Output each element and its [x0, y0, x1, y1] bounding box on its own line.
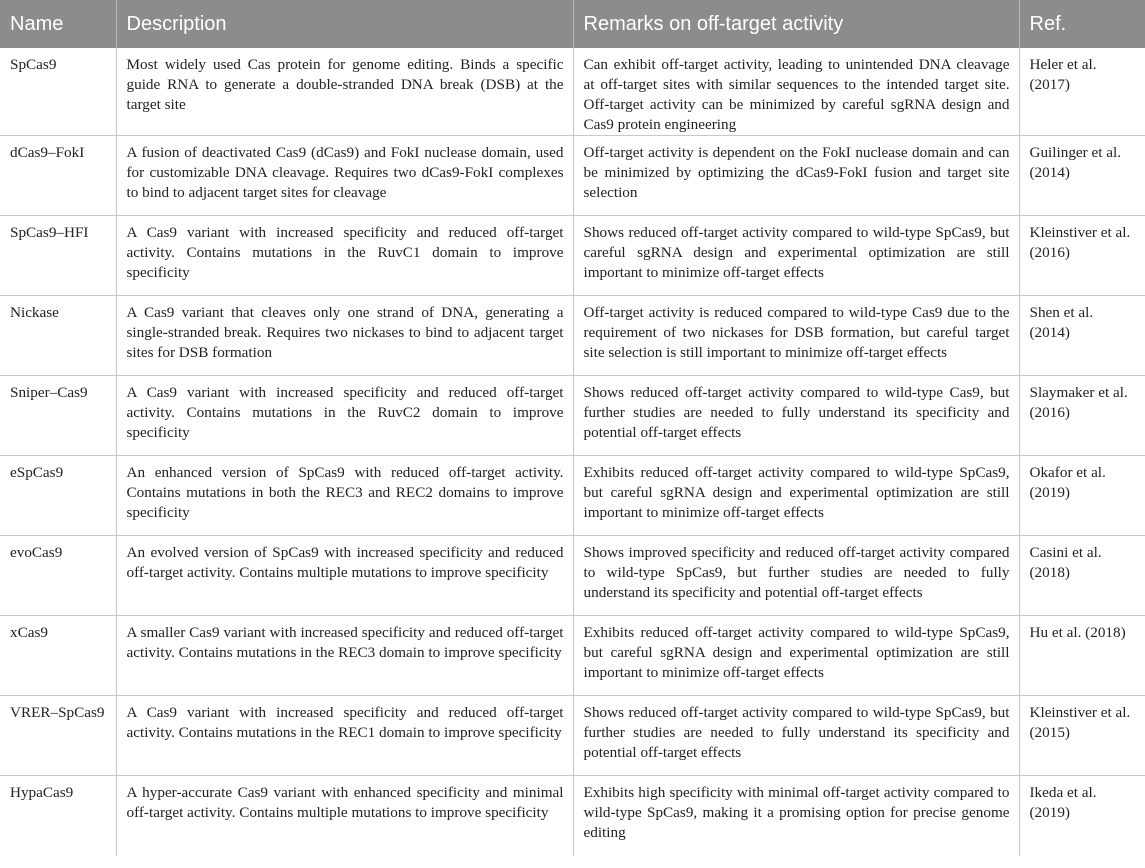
cell-ref: Guilinger et al. (2014)	[1019, 136, 1145, 216]
cell-remarks: Shows improved specificity and reduced off-target activity compared to wild-type SpCas9, but further studies are needed to fully understand its specificity and potential off-target effects	[573, 536, 1019, 616]
cell-remarks: Shows reduced off-target activity compared to wild-type Cas9, but further studies are needed to fully understand its specificity and potential off-target effects	[573, 376, 1019, 456]
table-row	[0, 536, 1145, 616]
table-row	[0, 776, 1145, 856]
header-name: Name	[0, 0, 116, 48]
table-row	[0, 136, 1145, 216]
cell-name: SpCas9–HFI	[0, 216, 116, 296]
table-row	[0, 376, 1145, 456]
header-description: Description	[116, 0, 573, 48]
table-row	[0, 456, 1145, 536]
table-row	[0, 296, 1145, 376]
cell-ref: Kleinstiver et al. (2016)	[1019, 216, 1145, 296]
table-body	[0, 48, 1145, 856]
cell-name: HypaCas9	[0, 776, 116, 856]
table-row	[0, 216, 1145, 296]
cell-name: eSpCas9	[0, 456, 116, 536]
table-row	[0, 616, 1145, 696]
cell-name: SpCas9	[0, 48, 116, 136]
cell-description: An enhanced version of SpCas9 with reduced off-target activity. Contains mutations in both the REC3 and REC2 domains to improve specificity	[116, 456, 573, 536]
cell-ref: Ikeda et al. (2019)	[1029, 784, 1097, 821]
cell-remarks: Shows reduced off-target activity compared to wild-type SpCas9, but further studies are needed to fully understand its specificity and potential off-target effects	[573, 696, 1019, 776]
cell-description: A Cas9 variant that cleaves only one strand of DNA, generating a single-stranded break. Requires two nickases to bind to adjacent target sites for DSB formation	[116, 296, 573, 376]
cell-description: A hyper-accurate Cas9 variant with enhanced specificity and minimal off-target activity. Contains multiple mutations to improve specificity	[116, 776, 573, 856]
cell-name: evoCas9	[0, 536, 116, 616]
cell-name: Sniper–Cas9	[0, 376, 116, 456]
cell-ref: Heler et al. (2017)	[1019, 48, 1145, 136]
cell-description: A Cas9 variant with increased specificity and reduced off-target activity. Contains mutations in the REC1 domain to improve specificity	[116, 696, 573, 776]
cell-name: VRER–SpCas9	[0, 696, 116, 776]
cell-description: Most widely used Cas protein for genome editing. Binds a specific guide RNA to generate a double-stranded DNA break (DSB) at the target site	[116, 48, 573, 136]
cell-ref: Hu et al. (2018)	[1019, 616, 1145, 696]
table-row	[0, 696, 1145, 776]
cell-remarks: Exhibits high specificity with minimal off-target activity compared to wild-type SpCas9, making it a promising option for precise genome editing	[573, 776, 1019, 856]
header-ref: Ref.	[1019, 0, 1145, 48]
cell-description: A fusion of deactivated Cas9 (dCas9) and FokI nuclease domain, used for customizable DNA cleavage. Requires two dCas9-FokI complexes to bind to adjacent target sites for cleavage	[116, 136, 573, 216]
table-header	[0, 0, 1145, 48]
cell-description: An evolved version of SpCas9 with increased specificity and reduced off-target activity. Contains multiple mutations to improve specificity	[116, 536, 573, 616]
cell-description: A smaller Cas9 variant with increased specificity and reduced off-target activity. Contains mutations in the REC3 domain to improve specificity	[116, 616, 573, 696]
cell-ref: Kleinstiver et al. (2015)	[1019, 696, 1145, 776]
cell-name: Nickase	[0, 296, 116, 376]
cell-remarks: Exhibits reduced off-target activity compared to wild-type SpCas9, but careful sgRNA design and experimental optimization are still important to minimize off-target effects	[573, 456, 1019, 536]
header-remarks: Remarks on off-target activity	[573, 0, 1019, 48]
cell-ref: Slaymaker et al. (2016)	[1019, 376, 1145, 456]
cell-description: A Cas9 variant with increased specificity and reduced off-target activity. Contains mutations in the RuvC1 domain to improve specificity	[116, 216, 573, 296]
cell-remarks: Exhibits reduced off-target activity compared to wild-type SpCas9, but careful sgRNA design and experimental optimization are still important to minimize off-target effects	[573, 616, 1019, 696]
cell-ref: Okafor et al. (2019)	[1019, 456, 1145, 536]
cell-remarks: Off-target activity is reduced compared to wild-type Cas9 due to the requirement of two nickases for DSB formation, but careful target site selection is still important to minimize off-target effects	[573, 296, 1019, 376]
cell-ref: Shen et al. (2014)	[1019, 296, 1145, 376]
cell-ref: Casini et al. (2018)	[1019, 536, 1145, 616]
cell-name: xCas9	[0, 616, 116, 696]
cell-name: dCas9–FokI	[0, 136, 116, 216]
cell-remarks: Off-target activity is dependent on the FokI nuclease domain and can be minimized by optimizing the dCas9-FokI fusion and target site selection	[573, 136, 1019, 216]
cell-description: A Cas9 variant with increased specificity and reduced off-target activity. Contains mutations in the RuvC2 domain to improve specificity	[116, 376, 573, 456]
cell-remarks: Shows reduced off-target activity compared to wild-type SpCas9, but careful sgRNA design and experimental optimization are still important to minimize off-target effects	[573, 216, 1019, 296]
header-row	[0, 0, 1145, 48]
table-row	[0, 48, 1145, 136]
cell-remarks: Can exhibit off-target activity, leading to unintended DNA cleavage at off-target sites with similar sequences to the intended target site. Off-target activity can be minimized by careful sgRNA design and Cas9 protein engineering	[573, 48, 1019, 136]
